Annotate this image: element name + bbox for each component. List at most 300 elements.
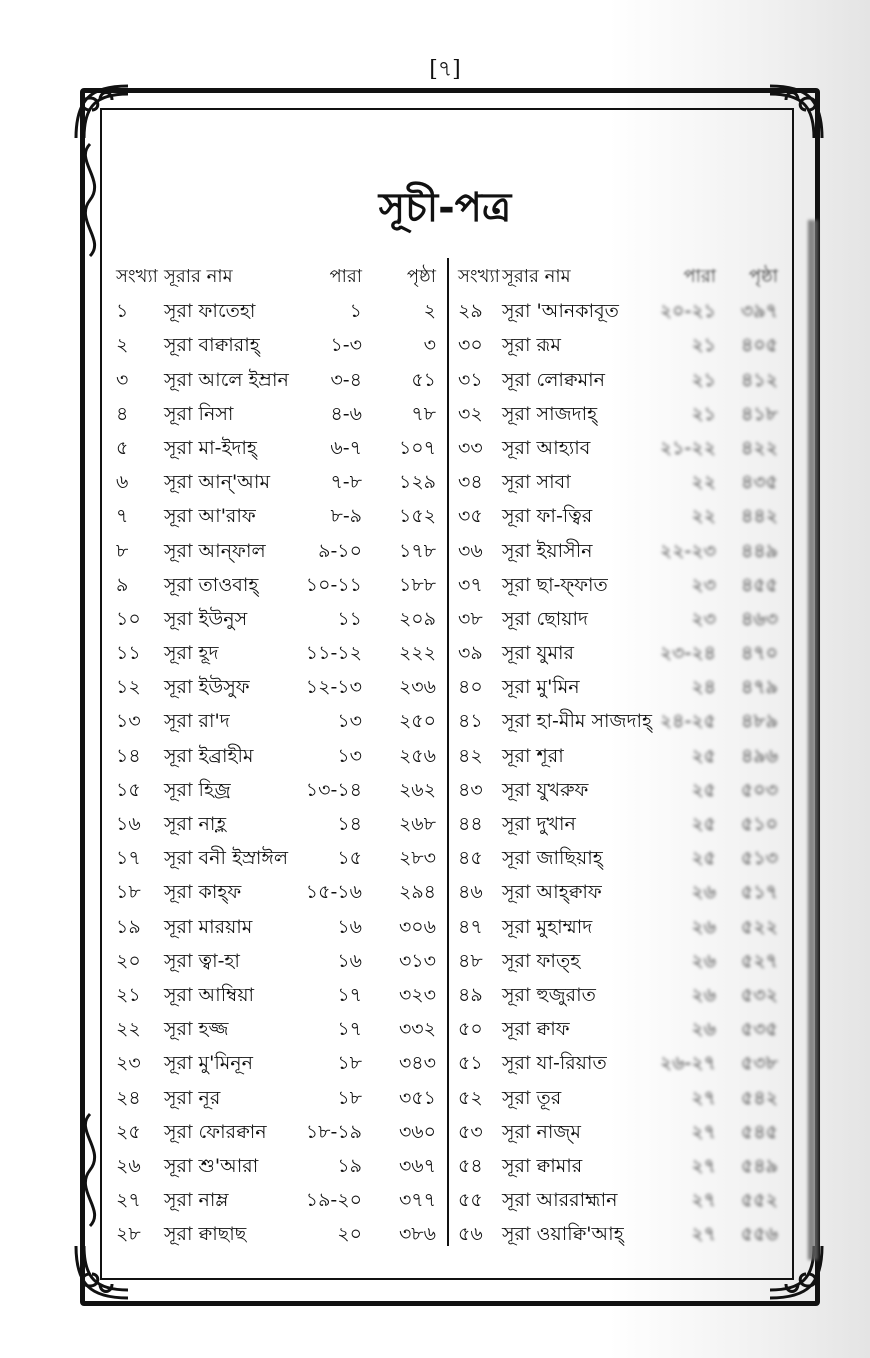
surah-name: সূরা শূরা [502, 744, 564, 767]
table-row [456, 534, 786, 568]
row-number: ২৮ [116, 1223, 141, 1246]
table-row [456, 978, 786, 1012]
row-number: ১৯ [116, 915, 141, 938]
surah-name: সূরা রা'দ [164, 710, 230, 733]
table-row [114, 1115, 442, 1149]
surah-name: সূরা বাক্বারাহ্ [164, 334, 260, 357]
page-number-cell: ৪১৮ [741, 402, 778, 425]
table-row [456, 841, 786, 875]
table-row [456, 704, 786, 738]
para-range: ২১-২২ [659, 436, 716, 459]
table-row [456, 294, 786, 328]
page-number-cell: ৪২২ [740, 436, 778, 459]
page-number-cell: ৩৪৩ [398, 1052, 436, 1075]
table-row [456, 1046, 786, 1080]
surah-name: সূরা হুজুরাত [502, 983, 596, 1006]
surah-name: সূরা হা-মীম সাজদাহ্ [502, 710, 653, 733]
table-row [456, 807, 786, 841]
surah-name: সূরা আহ্যাব [502, 436, 591, 459]
para-range: ১-৩ [330, 334, 362, 357]
row-number: ৩০ [458, 334, 483, 357]
surah-name: সূরা সাজদাহ্ [502, 402, 598, 425]
page-number-cell: ৪৯৬ [740, 744, 778, 767]
para-range: ২৫ [691, 778, 716, 801]
page-number-cell: ৪০৫ [740, 334, 778, 357]
table-row [114, 704, 442, 738]
surah-name: সূরা ফাতেহা [164, 300, 256, 323]
surah-name: সূরা ফোরক্বান [164, 1120, 267, 1143]
page-edge-shadow [808, 220, 818, 1260]
row-number: ৩৬ [458, 539, 483, 562]
para-range: ২৩ [691, 607, 716, 630]
row-number: ৫৪ [458, 1154, 483, 1177]
page-number-cell: ৩০৬ [398, 915, 436, 938]
page-number-cell: ৩১৩ [398, 949, 436, 972]
surah-name: সূরা আহ্ক্বাফ [502, 881, 602, 904]
surah-name: সূরা নূর [164, 1086, 221, 1109]
page-number-cell: ২৯৪ [398, 881, 436, 904]
page-number-cell: ৫৫২ [740, 1189, 778, 1212]
para-range: ১ [349, 300, 362, 323]
row-number: ১৩ [116, 710, 141, 733]
table-row [456, 363, 786, 397]
surah-name: সূরা যুমার [502, 642, 575, 665]
table-row [114, 875, 442, 909]
para-range: ২৭ [691, 1189, 716, 1212]
table-row [456, 739, 786, 773]
page-number-cell: ২৩৬ [398, 676, 436, 699]
page-number-cell: ৪১২ [740, 368, 778, 391]
row-number: ২১ [116, 983, 141, 1006]
toc-right-rows [456, 294, 786, 1251]
row-number: ২ [116, 334, 129, 357]
surah-name: সূরা যা-রিয়াত [502, 1052, 607, 1075]
row-number: ৪৫ [458, 847, 483, 870]
table-row [456, 910, 786, 944]
row-number: ৫৩ [458, 1120, 483, 1143]
page-number-cell: ৩৯৭ [740, 300, 778, 323]
page-number-cell: ৪৭০ [740, 642, 778, 665]
para-range: ২৭ [691, 1120, 716, 1143]
surah-name: সূরা ইউসুফ [164, 676, 250, 699]
para-range: ১৮ [337, 1086, 362, 1109]
page-number-cell: ২০৯ [398, 607, 436, 630]
surah-name: সূরা ইউনুস [164, 607, 248, 630]
page-number: [৭] [429, 57, 461, 82]
table-row [456, 1115, 786, 1149]
table-row [456, 568, 786, 602]
page-number-cell: ৩৫১ [398, 1086, 436, 1109]
row-number: ১১ [116, 642, 141, 665]
page-number-cell: ৫১ [411, 368, 436, 391]
row-number: ৩১ [458, 368, 483, 391]
page-number-cell: ৫২৭ [740, 949, 778, 972]
para-range: ২৬ [691, 1018, 716, 1041]
table-row [114, 363, 442, 397]
table-row [456, 1183, 786, 1217]
surah-name: সূরা মুহাম্মাদ [502, 915, 593, 938]
table-row [114, 499, 442, 533]
surah-name: সূরা ফাত্হ [502, 949, 581, 972]
surah-name: সূরা মা-ইদাহ্ [164, 436, 257, 459]
surah-name: সূরা শু'আরা [164, 1154, 259, 1177]
table-row [114, 807, 442, 841]
table-header [456, 260, 786, 294]
surah-name: সূরা জাছিয়াহ্ [502, 847, 603, 870]
para-range: ২৭ [691, 1154, 716, 1177]
table-row [456, 636, 786, 670]
row-number: ৪ [116, 402, 129, 425]
table-row [114, 1012, 442, 1046]
para-range: ১৫-১৬ [305, 881, 362, 904]
para-range: ২৬ [691, 983, 716, 1006]
row-number: ৩৮ [458, 607, 483, 630]
table-row [114, 841, 442, 875]
table-row [456, 328, 786, 362]
table-row [456, 1081, 786, 1115]
row-number: ৪৭ [458, 915, 483, 938]
para-range: ২৫ [691, 744, 716, 767]
corner-ornament-icon [764, 80, 828, 144]
surah-name: সূরা আলে ইম্রান [164, 368, 289, 391]
table-row [114, 670, 442, 704]
page-number-cell: ৫৪৫ [741, 1120, 778, 1143]
para-range: ৭-৮ [330, 471, 362, 494]
surah-name: সূরা হূদ [164, 642, 219, 665]
row-number: ১ [116, 300, 129, 323]
row-number: ২০ [116, 949, 141, 972]
page-number-cell: ৫৩৫ [740, 1018, 778, 1041]
surah-name: সূরা ইয়াসীন [502, 539, 593, 562]
row-number: ৪১ [458, 710, 483, 733]
header-name: সূরার নাম [164, 266, 233, 287]
table-row [114, 534, 442, 568]
row-number: ১৭ [116, 847, 141, 870]
side-scroll-ornament-icon [70, 1110, 110, 1230]
page-number-cell: ৪৪২ [740, 505, 778, 528]
para-range: ২২ [691, 471, 716, 494]
para-range: ২৬ [691, 949, 716, 972]
surah-name: সূরা আররাহ্মান [502, 1189, 618, 1212]
surah-name: সূরা নাহ্ল [164, 813, 227, 835]
page-number-cell: ১২৯ [398, 471, 436, 494]
row-number: ২৩ [116, 1052, 141, 1075]
row-number: ৭ [116, 505, 129, 528]
surah-name: সূরা কাহ্ফ [164, 881, 242, 904]
table-row [114, 739, 442, 773]
table-row [114, 568, 442, 602]
table-row [456, 1217, 786, 1251]
page-number-cell: ৩৬৭ [398, 1154, 436, 1177]
page-number-cell: ২২২ [398, 642, 436, 665]
row-number: ১৬ [116, 813, 141, 835]
para-range: ৩-৪ [330, 368, 362, 391]
table-row [456, 499, 786, 533]
page-number-cell: ৫৪২ [740, 1086, 778, 1109]
para-range: ১৩-১৪ [305, 778, 362, 801]
surah-name: সূরা মু'মিন [502, 676, 580, 699]
header-para: পারা [683, 266, 716, 287]
surah-name: সূরা আন্'আম [164, 471, 270, 494]
surah-name: সূরা আন্ফাল [164, 539, 266, 562]
para-range: ২৪-২৫ [659, 710, 716, 733]
table-row [114, 978, 442, 1012]
row-number: ১২ [116, 676, 141, 699]
page-number-cell: ১০৭ [398, 436, 436, 459]
surah-name: সূরা সাবা [502, 471, 571, 494]
para-range: ১৮ [337, 1052, 362, 1075]
page-number-cell: ৫৩২ [740, 983, 778, 1006]
page-title: সূচী-পত্র [378, 185, 512, 231]
row-number: ৬ [116, 471, 129, 494]
row-number: ১৪ [116, 744, 141, 767]
table-row [114, 1217, 442, 1251]
row-number: ৩৩ [458, 436, 483, 459]
header-page: পৃষ্ঠা [748, 266, 778, 287]
table-row [456, 397, 786, 431]
page-number-cell: ৫০৩ [740, 778, 778, 801]
page-number-cell: ৪৫৫ [741, 573, 778, 596]
para-range: ২১ [691, 368, 716, 391]
surah-name: সূরা নিসা [164, 402, 234, 425]
surah-name: সূরা লোক্বমান [502, 368, 605, 391]
para-range: ১৫ [337, 847, 362, 870]
row-number: ৩২ [458, 402, 483, 425]
toc-right-column [456, 260, 786, 1251]
corner-ornament-icon [70, 80, 134, 144]
para-range: ১১ [337, 607, 362, 630]
surah-name: সূরা ক্বামার [502, 1154, 583, 1177]
row-number: ২৯ [458, 300, 483, 323]
page-number-cell: ২৮৩ [398, 847, 436, 870]
row-number: ৪৮ [458, 949, 483, 972]
para-range: ২৬ [691, 915, 716, 938]
surah-name: সূরা মারয়াম [164, 915, 253, 938]
para-range: ২৭ [691, 1086, 716, 1109]
para-range: ২৭ [691, 1223, 716, 1246]
surah-name: সূরা ক্বাফ [502, 1018, 570, 1041]
para-range: ১১-১২ [305, 642, 362, 665]
table-row [456, 875, 786, 909]
para-range: ২২-২৩ [659, 539, 716, 562]
page-number-cell: ২৬৮ [398, 813, 436, 835]
table-row [114, 602, 442, 636]
row-number: ৫২ [458, 1086, 483, 1109]
table-header [114, 260, 442, 294]
header-name: সূরার নাম [502, 266, 571, 287]
surah-name: সূরা যুখরুফ [502, 778, 589, 801]
table-row [456, 1012, 786, 1046]
header-para: পারা [329, 266, 362, 287]
para-range: ১৩ [337, 744, 362, 767]
surah-name: সূরা দুখান [502, 813, 576, 835]
para-range: ১৭ [337, 1018, 362, 1041]
surah-name: সূরা 'আনকাবূত [502, 300, 619, 323]
row-number: ২৫ [116, 1120, 141, 1143]
row-number: ৩৭ [458, 573, 483, 596]
row-number: ৪৩ [458, 778, 483, 801]
para-range: ৬-৭ [330, 436, 362, 459]
page-number-cell: ৪৪৯ [741, 539, 778, 562]
para-range: ১৮-১৯ [305, 1120, 362, 1143]
page-number-cell: ৫৩৮ [740, 1052, 778, 1075]
header-page: পৃষ্ঠা [406, 266, 436, 287]
row-number: ২৬ [116, 1154, 141, 1177]
row-number: ৩৯ [458, 642, 483, 665]
para-range: ২৪ [691, 676, 716, 699]
page-number-cell: ৩৬০ [398, 1120, 436, 1143]
page-number-cell: ৫২২ [740, 915, 778, 938]
table-row [456, 465, 786, 499]
header-number: সংখ্যা [458, 266, 500, 287]
para-range: ১৭ [337, 983, 362, 1006]
row-number: ২৪ [116, 1086, 141, 1109]
row-number: ৩৪ [458, 471, 483, 494]
row-number: ১৫ [116, 778, 141, 801]
para-range: ৪-৬ [330, 402, 362, 425]
page-number-cell: ২ [423, 300, 436, 323]
row-number: ৩৫ [458, 505, 483, 528]
para-range: ২২ [691, 505, 716, 528]
surah-name: সূরা আম্বিয়া [164, 983, 255, 1006]
row-number: ৪৯ [458, 983, 483, 1006]
page-number-cell: ৫৫৬ [740, 1223, 778, 1246]
row-number: ২২ [116, 1018, 141, 1041]
toc-left-rows [114, 294, 442, 1251]
page-number-cell: ৫৪৯ [741, 1154, 778, 1177]
page-number-cell: ২৫০ [398, 710, 436, 733]
para-range: ১৩ [337, 710, 362, 733]
para-range: ২৬ [691, 881, 716, 904]
para-range: ২৫ [691, 847, 716, 870]
row-number: ৫০ [458, 1018, 483, 1041]
page-number-cell: ৪৮৯ [741, 710, 778, 733]
page-number-cell: ৩৮৬ [398, 1223, 436, 1246]
para-range: ৮-৯ [330, 505, 362, 528]
para-range: ২১ [691, 402, 716, 425]
surah-name: সূরা ছোয়াদ [502, 607, 588, 630]
row-number: ৯ [116, 573, 129, 596]
surah-name: সূরা ওয়াক্বি'আহ্ [502, 1223, 624, 1246]
page-number-cell: ১৫২ [398, 505, 436, 528]
para-range: ২১ [691, 334, 716, 357]
surah-name: সূরা ফা-ত্বির [502, 505, 593, 528]
surah-name: সূরা ইব্রাহীম [164, 744, 254, 767]
page-number-cell: ২৬২ [398, 778, 436, 801]
surah-name: সূরা তাওবাহ্ [164, 573, 259, 596]
surah-name: সূরা আ'রাফ [164, 505, 256, 528]
page-number-cell: ১৭৮ [398, 539, 436, 562]
para-range: ২০-২১ [659, 300, 716, 323]
page-number-cell: ৩৭৭ [398, 1189, 436, 1212]
table-row [114, 397, 442, 431]
para-range: ১০-১১ [305, 573, 362, 596]
table-row [114, 1081, 442, 1115]
para-range: ২৬-২৭ [659, 1052, 716, 1075]
surah-name: সূরা ছা-ফ্ফাত [502, 573, 608, 596]
row-number: ৫ [116, 436, 129, 459]
row-number: ১০ [116, 607, 141, 630]
page-number-cell: ৪৭৯ [740, 676, 778, 699]
table-row [114, 328, 442, 362]
page-number-cell: ২৫৬ [398, 744, 436, 767]
para-range: ১৯ [337, 1154, 362, 1177]
table-row [456, 773, 786, 807]
row-number: ৫৬ [458, 1223, 483, 1246]
page-number-cell: ৩৩২ [398, 1018, 436, 1041]
row-number: ৫১ [458, 1052, 483, 1075]
row-number: ৮ [116, 539, 129, 562]
para-range: ১৬ [337, 915, 362, 938]
table-row [114, 294, 442, 328]
row-number: ১৮ [116, 881, 141, 904]
row-number: ৫৫ [458, 1189, 483, 1212]
page-number-cell: ৭৮ [411, 402, 436, 425]
surah-name: সূরা তূর [502, 1086, 562, 1109]
page-number-cell: ৩ [423, 334, 436, 357]
surah-name: সূরা মু'মিনূন [164, 1052, 253, 1075]
page-number-cell: ৪৩৫ [740, 471, 778, 494]
para-range: ১৬ [337, 949, 362, 972]
surah-name: সূরা হিজ্র [164, 778, 231, 801]
row-number: ৪৬ [458, 881, 483, 904]
table-row [456, 670, 786, 704]
row-number: ৪২ [458, 744, 483, 767]
para-range: ২৩ [691, 573, 716, 596]
surah-name: সূরা রূম [502, 334, 561, 357]
surah-name: সূরা হজ্জ [164, 1018, 229, 1041]
table-row [114, 944, 442, 978]
header-number: সংখ্যা [116, 266, 158, 287]
column-divider [447, 258, 449, 1246]
table-row [114, 1183, 442, 1217]
row-number: ২৭ [116, 1189, 141, 1212]
table-row [114, 431, 442, 465]
table-row [456, 1149, 786, 1183]
surah-name: সূরা নাম্ল [164, 1189, 229, 1212]
para-range: ২৫ [691, 813, 716, 835]
table-row [114, 910, 442, 944]
row-number: ৪০ [458, 676, 483, 699]
para-range: ১৪ [337, 813, 362, 835]
row-number: ৩ [116, 368, 129, 391]
para-range: ২৩-২৪ [659, 642, 716, 665]
page-number-cell: ৫১৩ [740, 847, 778, 870]
para-range: ১২-১৩ [305, 676, 362, 699]
surah-name: সূরা ক্বাছাছ [164, 1223, 247, 1246]
surah-name: সূরা নাজ্ম [502, 1120, 581, 1143]
table-row [114, 465, 442, 499]
toc-left-column [114, 260, 442, 1251]
row-number: ৪৪ [458, 813, 483, 835]
table-row [456, 944, 786, 978]
para-range: ৯-১০ [318, 539, 362, 562]
page-number-cell: ৫১৭ [740, 881, 778, 904]
table-row [114, 1046, 442, 1080]
para-range: ১৯-২০ [305, 1189, 362, 1212]
page-number-cell: ৫১০ [740, 813, 778, 835]
page-number-cell: ১৮৮ [399, 573, 436, 596]
page-number-cell: ৪৬৩ [740, 607, 778, 630]
table-row [114, 773, 442, 807]
surah-name: সূরা বনী ইস্রাঈল [164, 847, 288, 870]
page-number-cell: ৩২৩ [398, 983, 436, 1006]
table-row [114, 1149, 442, 1183]
table-row [456, 602, 786, 636]
table-row [456, 431, 786, 465]
table-row [114, 636, 442, 670]
para-range: ২০ [337, 1223, 362, 1246]
